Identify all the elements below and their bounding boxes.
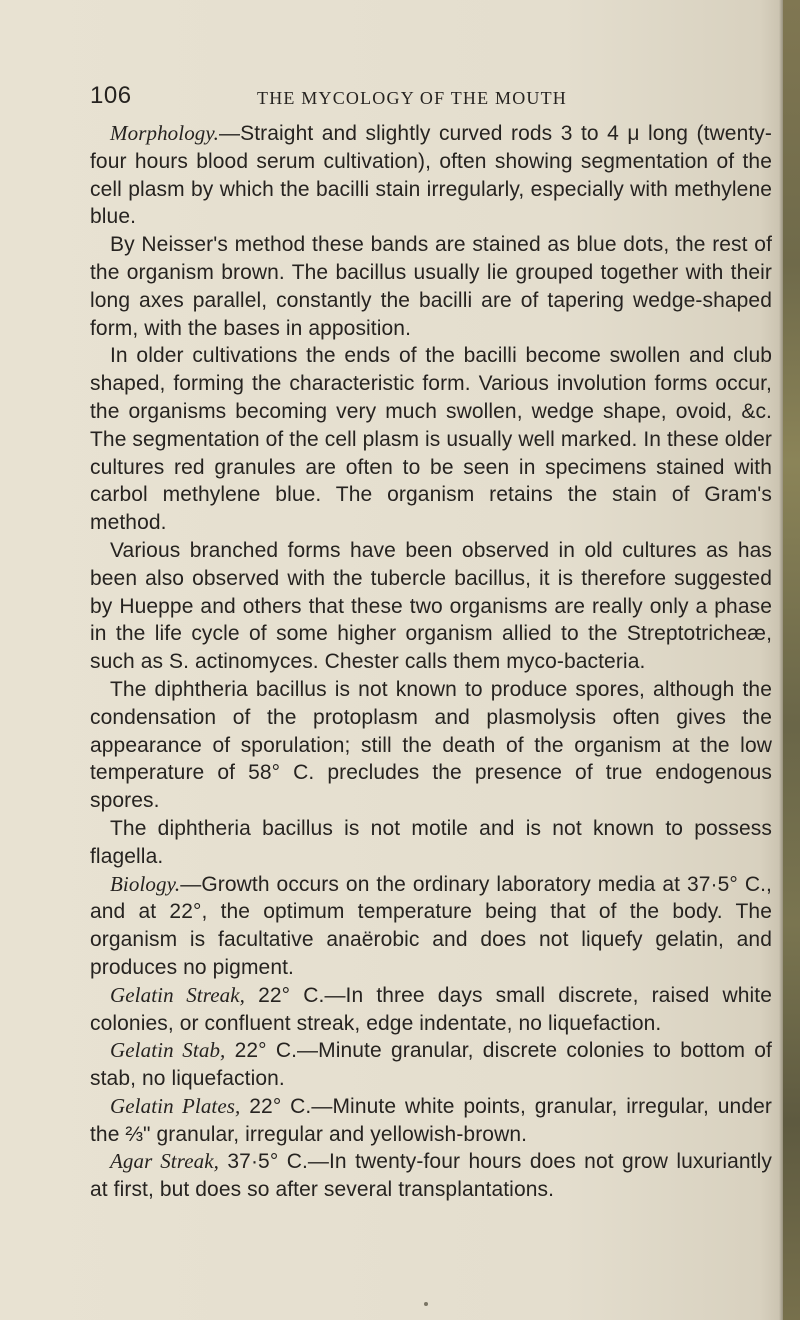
paragraph [90, 1148, 772, 1204]
paragraph-lead: Biology. [110, 871, 181, 896]
paragraph [90, 120, 772, 231]
paragraph [90, 537, 772, 676]
page-edge-binding [783, 0, 800, 1320]
paragraph-lead: Morphology. [110, 121, 220, 145]
paragraph [90, 871, 772, 982]
paragraph-text: —Straight and slightly curved rods 3 to 4 μ long (twenty-four hours blood serum cultivation), often showing segmentation of the cell plasm by which the bacilli stain irregularly, especially with methylene blue. [90, 122, 772, 229]
paragraph-text: Various branched forms have been observed in old cultures as has been also observed with the tubercle bacillus, it is therefore suggested by Hueppe and others that these two organisms are really only a phase in the life cycle of some higher organism allied to the Streptotricheæ, such as S. actinomyces. Chester calls them myco-bacteria. [90, 538, 772, 674]
paragraph [90, 676, 772, 815]
paragraph [90, 1037, 772, 1093]
paragraph-text: 22° C.—Minute granular, discrete colonies to bottom of stab, no liquefaction. [90, 1039, 772, 1091]
paragraph-text: By Neisser's method these bands are stained as blue dots, the rest of the organism brown. The bacillus usually lie grouped together with their long axes parallel, constantly the bacilli are of tapering wedge-shaped form, with the bases in apposition. [90, 233, 772, 340]
paragraph-lead: Gelatin Stab, [110, 1038, 226, 1063]
paragraph-lead: Agar Streak, [110, 1149, 220, 1174]
paragraph-lead: Gelatin Streak, [110, 982, 246, 1007]
paragraph [90, 815, 772, 871]
paragraph-lead: Gelatin Plates, [110, 1093, 241, 1118]
body-text [90, 120, 772, 1204]
page-number: 106 [90, 82, 132, 109]
paragraph [90, 982, 772, 1038]
page-header [0, 82, 783, 112]
paragraph [90, 1093, 772, 1149]
paragraph [90, 342, 772, 537]
paragraph [90, 231, 772, 342]
paragraph-text: —Growth occurs on the ordinary laboratory media at 37·5° C., and at 22°, the optimum temperature being that of the body. The organism is facultative anaërobic and does not liquefy gelatin, and produces no pigment. [90, 872, 772, 979]
paragraph-text: 22° C.—Minute white points, granular, irregular, under the ⅔" granular, irregular and yellowish-brown. [90, 1094, 772, 1146]
paragraph-text: 22° C.—In three days small discrete, raised white colonies, or confluent streak, edge indentate, no liquefaction. [90, 983, 772, 1035]
paragraph-text: 37·5° C.—In twenty-four hours does not grow luxuriantly at first, but does so after several transplantations. [90, 1150, 772, 1202]
paragraph-text: In older cultivations the ends of the bacilli become swollen and club shaped, forming the characteristic form. Various involution forms occur, the organisms becoming very much swollen, wedge shape, ovoid, &c. The segmentation of the cell plasm is usually well marked. In these older cultures red granules are often to be seen in specimens stained with carbol methylene blue. The organism retains the stain of Gram's method. [90, 344, 772, 535]
running-title: THE MYCOLOGY OF THE MOUTH [257, 88, 567, 108]
paragraph-text: The diphtheria bacillus is not motile and is not known to possess flagella. [90, 816, 772, 868]
paper-speck [424, 1302, 428, 1306]
paragraph-text: The diphtheria bacillus is not known to produce spores, although the condensation of the protoplasm and plasmolysis often gives the appearance of sporulation; still the death of the organism at the low temperature of 58° C. precludes the presence of true endogenous spores. [90, 677, 772, 813]
